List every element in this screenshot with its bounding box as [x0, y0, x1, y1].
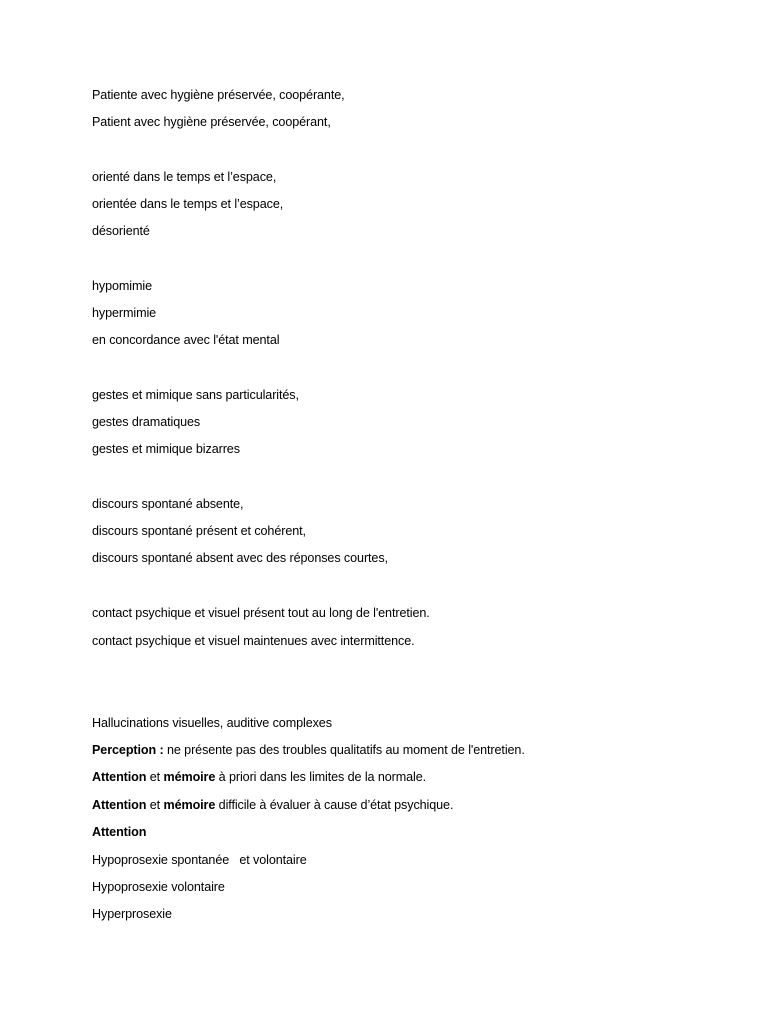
text-line: Patient avec hygiène préservée, coopérant, — [92, 115, 331, 129]
attention-item: Hyperprosexie — [92, 907, 172, 921]
text-line: hypermimie — [92, 306, 157, 320]
attention-item: Hypoprosexie spontanée et volontaire — [92, 853, 307, 867]
text-line: orientée dans le temps et l’espace, — [92, 197, 284, 211]
text-line: discours spontané absente, — [92, 497, 244, 511]
attention-memory-text: à priori dans les limites de la normale. — [215, 770, 427, 784]
text-line: contact psychique et visuel maintenues avec intermittence. — [92, 634, 415, 648]
perception-label: Perception : — [92, 743, 164, 757]
attention-memory-text: difficile à évaluer à cause d’état psychique. — [215, 798, 454, 812]
attention-label: Attention — [92, 798, 147, 812]
text-line: gestes et mimique bizarres — [92, 442, 240, 456]
attention-label: Attention — [92, 770, 147, 784]
text-line: gestes dramatiques — [92, 415, 201, 429]
perception-line — [92, 742, 525, 758]
text-line: contact psychique et visuel présent tout au long de l'entretien. — [92, 606, 430, 620]
text-line: hypomimie — [92, 279, 152, 293]
attention-memory-line — [92, 769, 426, 785]
attention-item: Hypoprosexie volontaire — [92, 880, 225, 894]
text-line: discours spontané présent et cohérent, — [92, 524, 306, 538]
memory-label: mémoire — [163, 798, 216, 812]
attention-heading-text: Attention — [92, 825, 147, 839]
text-line: Patiente avec hygiène préservée, coopérante, — [92, 88, 345, 102]
memory-label: mémoire — [163, 770, 216, 784]
text-line: en concordance avec l'état mental — [92, 333, 280, 347]
conjunction: et — [146, 770, 164, 784]
perception-text: ne présente pas des troubles qualitatifs au moment de l'entretien. — [163, 743, 525, 757]
attention-heading — [92, 824, 146, 840]
text-line: discours spontané absent avec des réponses courtes, — [92, 551, 388, 565]
text-line: désorienté — [92, 224, 150, 238]
text-line: Hallucinations visuelles, auditive complexes — [92, 716, 332, 730]
attention-memory-line — [92, 797, 453, 813]
text-line: orienté dans le temps et l’espace, — [92, 170, 277, 184]
text-line: gestes et mimique sans particularités, — [92, 388, 299, 402]
conjunction: et — [146, 798, 164, 812]
